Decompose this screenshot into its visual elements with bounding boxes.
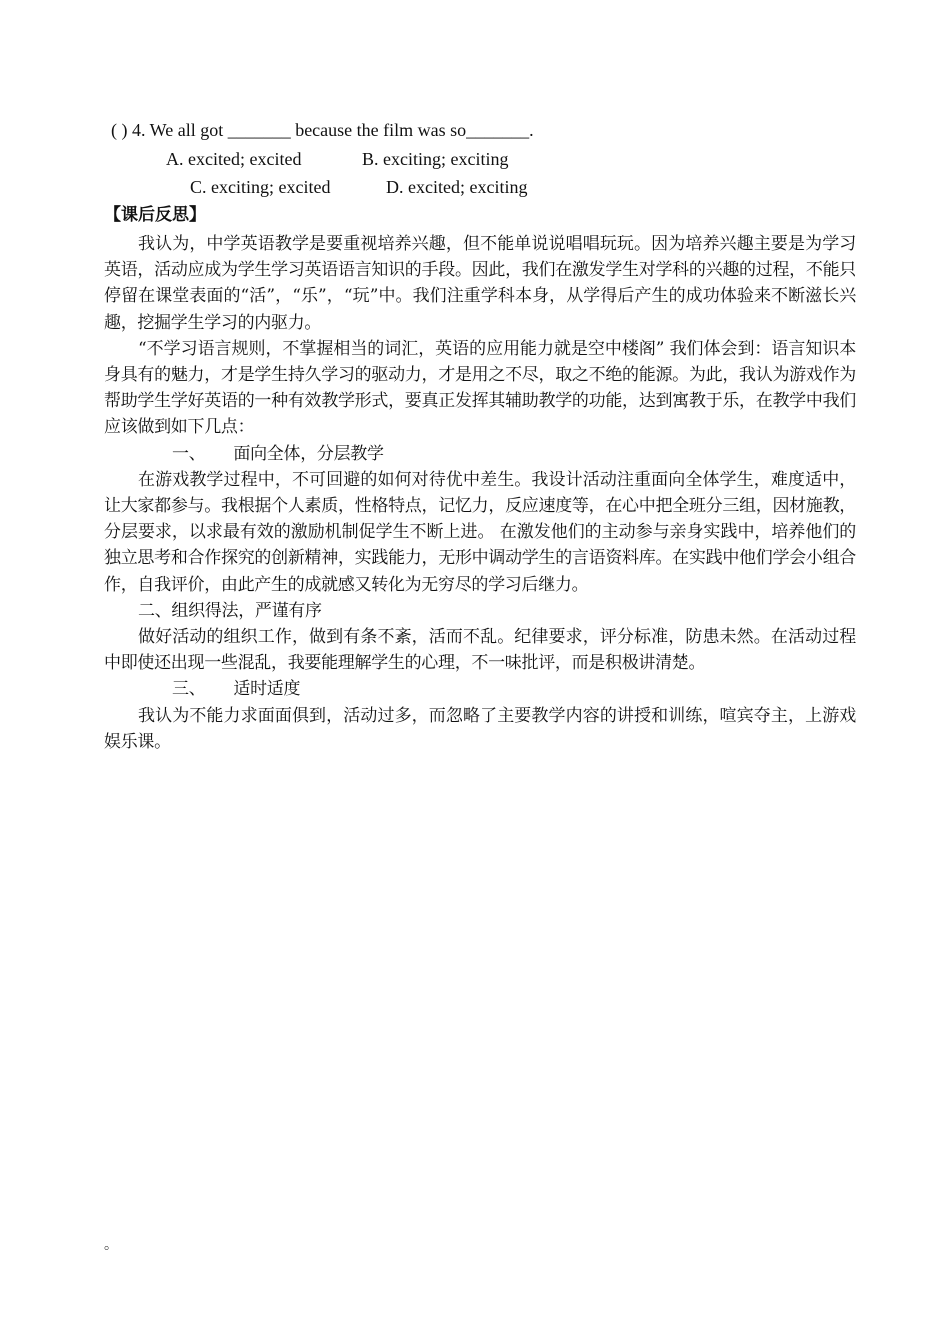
option-d: D. excited; exciting [386, 177, 528, 197]
question-4: ( ) 4. We all got _______ because the film was so_______. [111, 120, 534, 140]
subheading-1-text: 面向全体，分层教学 [233, 443, 384, 464]
option-c: C. exciting; excited [190, 177, 331, 197]
paragraph-4: 做好活动的组织工作，做到有条不紊，活而不乱。纪律要求，评分标准，防患未然。在活动过程中即使还出现一些混乱，我要能理解学生的心理，不一味批评，而是积极讲清楚。 [104, 627, 856, 674]
subheading-3-number: 三、 [172, 679, 206, 700]
section-title: 【课后反思】 [104, 205, 206, 225]
subheading-1 [104, 441, 856, 467]
subheading-2: 二、组织得法，严谨有序 [138, 600, 322, 621]
reflection-body [104, 231, 856, 755]
paragraph-1: 我认为，中学英语教学是要重视培养兴趣，但不能单说说唱唱玩玩。因为培养兴趣主要是为学习英语，活动应成为学生学习英语语言知识的手段。因此，我们在激发学生对学科的兴趣的过程，不能只停留在课堂表面的“活”，“乐”，“玩”中。我们注重学科本身，从学得后产生的成功体验来不断滋长兴趣，挖掘学生学习的内驱力。 [104, 234, 856, 333]
paragraph-5: 我认为不能力求面面俱到，活动过多，而忽略了主要教学内容的讲授和训练，喧宾夺主，上游戏娱乐课。 [104, 705, 856, 752]
paragraph-3: 在游戏教学过程中，不可回避的如何对待优中差生。我设计活动注重面向全体学生，难度适中，让大家都参与。我根据个人素质，性格特点，记忆力，反应速度等，在心中把全班分三组，因材施教，分层要求，以求最有效的激励机制促学生不断上进。 在激发他们的主动参与亲身实践中，培养他们的独立思考和合作探究的创新精神，实践能力，无形中调动学生的言语资料库。在实践中他们学会小组合作，自我评价，由此产生的成就感又转化为无穷尽的学习后继力。 [104, 469, 856, 595]
footer-mark: 。 [104, 1237, 118, 1253]
paragraph-2: “不学习语言规则，不掌握相当的词汇，英语的应用能力就是空中楼阁” 我们体会到：语言知识本身具有的魅力，才是学生持久学习的驱动力，才是用之不尽，取之不绝的能源。为此，我认为游戏作为帮助学生学好英语的一种有效教学形式，要真正发挥其辅助教学的功能，达到寓教于乐，在教学中我们应该做到如下几点： [104, 338, 856, 438]
subheading-1-number: 一、 [172, 443, 206, 464]
subheading-3-text: 适时适度 [233, 679, 301, 700]
option-b: B. exciting; exciting [362, 149, 509, 169]
option-a: A. excited; excited [166, 149, 302, 169]
subheading-3 [104, 676, 856, 702]
